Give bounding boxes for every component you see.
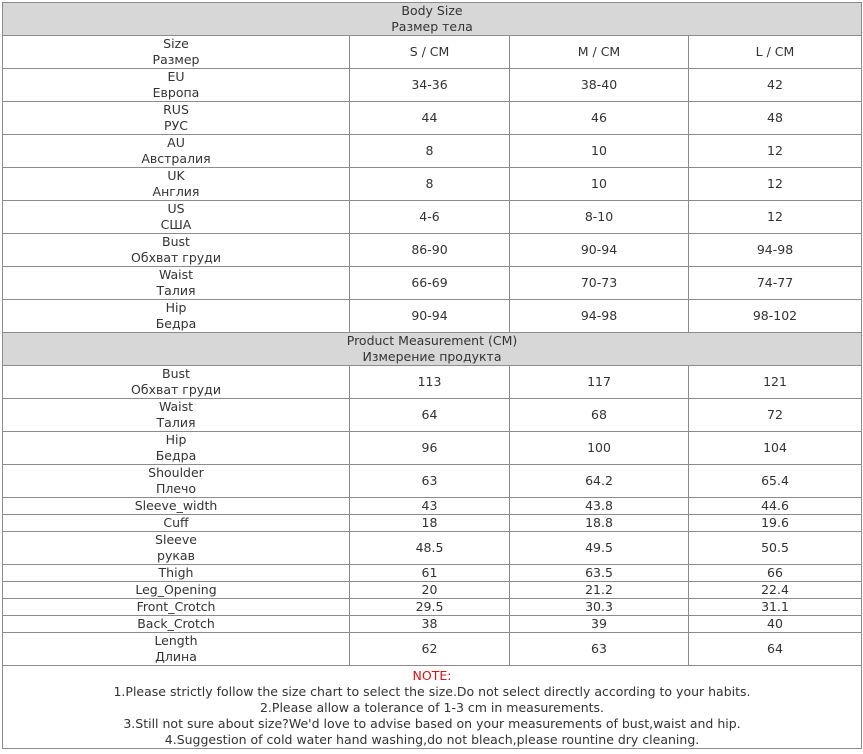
value-cell-l: 19.6: [689, 515, 862, 532]
value-cell-m: 43.8: [510, 498, 689, 515]
row-label-ru: Бедра: [155, 316, 197, 331]
table-row: [3, 515, 862, 532]
value-cell-s: 20: [350, 582, 510, 599]
table-row: [3, 465, 862, 498]
value-cell-l: 48: [689, 102, 862, 135]
value-cell-l: 74-77: [689, 267, 862, 300]
row-label-cell: [3, 267, 350, 300]
value-cell-l: 22.4: [689, 582, 862, 599]
size-s-header: S / CM: [350, 36, 510, 69]
value-cell-l: 40: [689, 616, 862, 633]
value-cell-s: 62: [350, 633, 510, 666]
size-chart-body: [3, 3, 862, 749]
value-cell-l: 12: [689, 135, 862, 168]
value-cell-m: 46: [510, 102, 689, 135]
note-line: 1.Please strictly follow the size chart to select the size.Do not select directly according to your habits.: [113, 684, 751, 699]
value-cell-l: 98-102: [689, 300, 862, 333]
value-cell-m: 64.2: [510, 465, 689, 498]
row-label-cell: [3, 168, 350, 201]
table-row: [3, 300, 862, 333]
size-label-ru: Размер: [152, 52, 200, 67]
row-label-ru: Длина: [155, 649, 197, 664]
table-row: [3, 267, 862, 300]
value-cell-s: 34-36: [350, 69, 510, 102]
row-label: Sleeve_width: [134, 498, 218, 513]
value-cell-l: 12: [689, 168, 862, 201]
size-chart-table: [2, 2, 862, 749]
row-label: Back_Crotch: [137, 616, 215, 631]
value-cell-s: 63: [350, 465, 510, 498]
row-label-ru: США: [160, 217, 192, 232]
note-line: 2.Please allow a tolerance of 1-3 cm in measurements.: [259, 700, 604, 715]
size-column-header-row: [3, 36, 862, 69]
table-row: [3, 234, 862, 267]
row-label-cell: [3, 69, 350, 102]
row-label-cell: [3, 234, 350, 267]
row-label-ru: Бедра: [155, 448, 197, 463]
value-cell-m: 63.5: [510, 565, 689, 582]
row-label-cell: [3, 633, 350, 666]
row-label: Hip: [165, 432, 187, 447]
row-label-cell: [3, 300, 350, 333]
size-l-header: L / CM: [689, 36, 862, 69]
value-cell-s: 61: [350, 565, 510, 582]
size-label-cell: [3, 36, 350, 69]
product-header: [3, 333, 862, 366]
value-cell-l: 94-98: [689, 234, 862, 267]
table-row: [3, 565, 862, 582]
row-label-cell: [3, 432, 350, 465]
value-cell-m: 10: [510, 168, 689, 201]
row-label: Waist: [158, 399, 194, 414]
notes-row: [3, 666, 862, 749]
value-cell-m: 8-10: [510, 201, 689, 234]
row-label-cell: [3, 565, 350, 582]
notes-cell: [3, 666, 862, 749]
value-cell-m: 39: [510, 616, 689, 633]
row-label-cell: [3, 582, 350, 599]
value-cell-s: 38: [350, 616, 510, 633]
body-size-title: Body Size: [401, 3, 463, 18]
row-label: Shoulder: [148, 465, 204, 480]
row-label-cell: [3, 201, 350, 234]
value-cell-m: 68: [510, 399, 689, 432]
row-label: Bust: [162, 234, 190, 249]
row-label-ru: Европа: [152, 85, 200, 100]
row-label: Front_Crotch: [136, 599, 216, 614]
value-cell-m: 21.2: [510, 582, 689, 599]
value-cell-l: 66: [689, 565, 862, 582]
row-label-ru: Австралия: [141, 151, 211, 166]
value-cell-s: 44: [350, 102, 510, 135]
note-line: 3.Still not sure about size?We'd love to advise based on your measurements of bust,waist and hip.: [123, 716, 741, 731]
value-cell-s: 48.5: [350, 532, 510, 565]
body-size-header: [3, 3, 862, 36]
value-cell-l: 121: [689, 366, 862, 399]
size-label: Size: [163, 36, 189, 51]
product-title-ru: Измерение продукта: [362, 349, 502, 364]
row-label: RUS: [163, 102, 189, 117]
table-row: [3, 366, 862, 399]
table-row: [3, 432, 862, 465]
value-cell-s: 96: [350, 432, 510, 465]
row-label-cell: [3, 515, 350, 532]
product-header-row: [3, 333, 862, 366]
value-cell-m: 70-73: [510, 267, 689, 300]
row-label-cell: [3, 498, 350, 515]
value-cell-s: 86-90: [350, 234, 510, 267]
row-label: UK: [167, 168, 185, 183]
body-size-title-ru: Размер тела: [391, 19, 473, 34]
row-label-ru: рукав: [157, 548, 195, 563]
table-row: [3, 135, 862, 168]
row-label-ru: Обхват груди: [131, 382, 221, 397]
body-size-header-row: [3, 3, 862, 36]
value-cell-m: 117: [510, 366, 689, 399]
value-cell-s: 4-6: [350, 201, 510, 234]
note-line: 4.Suggestion of cold water hand washing,do not bleach,please rountine dry cleaning.: [164, 732, 700, 747]
row-label-ru: Обхват груди: [131, 250, 221, 265]
value-cell-l: 64: [689, 633, 862, 666]
row-label-cell: [3, 135, 350, 168]
value-cell-l: 44.6: [689, 498, 862, 515]
row-label-cell: [3, 465, 350, 498]
note-title: NOTE:: [412, 668, 452, 683]
value-cell-m: 63: [510, 633, 689, 666]
table-row: [3, 616, 862, 633]
row-label-cell: [3, 532, 350, 565]
value-cell-l: 50.5: [689, 532, 862, 565]
row-label-ru: РУС: [164, 118, 188, 133]
size-m-header: M / CM: [510, 36, 689, 69]
row-label-ru: Талия: [156, 283, 196, 298]
table-row: [3, 102, 862, 135]
table-row: [3, 599, 862, 616]
row-label-cell: [3, 102, 350, 135]
value-cell-m: 90-94: [510, 234, 689, 267]
value-cell-m: 18.8: [510, 515, 689, 532]
value-cell-s: 113: [350, 366, 510, 399]
value-cell-l: 31.1: [689, 599, 862, 616]
table-row: [3, 633, 862, 666]
value-cell-l: 72: [689, 399, 862, 432]
row-label-cell: [3, 366, 350, 399]
value-cell-s: 8: [350, 135, 510, 168]
row-label-cell: [3, 616, 350, 633]
value-cell-l: 12: [689, 201, 862, 234]
value-cell-m: 100: [510, 432, 689, 465]
row-label-cell: [3, 399, 350, 432]
table-row: [3, 201, 862, 234]
row-label: US: [167, 201, 185, 216]
value-cell-s: 43: [350, 498, 510, 515]
value-cell-m: 49.5: [510, 532, 689, 565]
row-label-cell: [3, 599, 350, 616]
value-cell-m: 30.3: [510, 599, 689, 616]
value-cell-s: 66-69: [350, 267, 510, 300]
row-label-ru: Плечо: [155, 481, 197, 496]
table-row: [3, 168, 862, 201]
row-label: Bust: [162, 366, 190, 381]
value-cell-m: 94-98: [510, 300, 689, 333]
value-cell-s: 64: [350, 399, 510, 432]
row-label-ru: Англия: [152, 184, 200, 199]
row-label: Cuff: [163, 515, 189, 530]
value-cell-l: 104: [689, 432, 862, 465]
value-cell-s: 18: [350, 515, 510, 532]
value-cell-s: 8: [350, 168, 510, 201]
row-label: Sleeve: [155, 532, 197, 547]
value-cell-s: 29.5: [350, 599, 510, 616]
value-cell-l: 42: [689, 69, 862, 102]
value-cell-s: 90-94: [350, 300, 510, 333]
product-title: Product Measurement (CM): [346, 333, 518, 348]
value-cell-m: 10: [510, 135, 689, 168]
value-cell-m: 38-40: [510, 69, 689, 102]
table-row: [3, 69, 862, 102]
table-row: [3, 582, 862, 599]
table-row: [3, 399, 862, 432]
table-row: [3, 498, 862, 515]
row-label: AU: [167, 135, 185, 150]
row-label: Leg_Opening: [135, 582, 217, 597]
row-label: Thigh: [158, 565, 194, 580]
row-label-ru: Талия: [156, 415, 196, 430]
table-row: [3, 532, 862, 565]
row-label: Hip: [165, 300, 187, 315]
row-label: Waist: [158, 267, 194, 282]
value-cell-l: 65.4: [689, 465, 862, 498]
row-label: Length: [154, 633, 198, 648]
row-label: EU: [167, 69, 185, 84]
